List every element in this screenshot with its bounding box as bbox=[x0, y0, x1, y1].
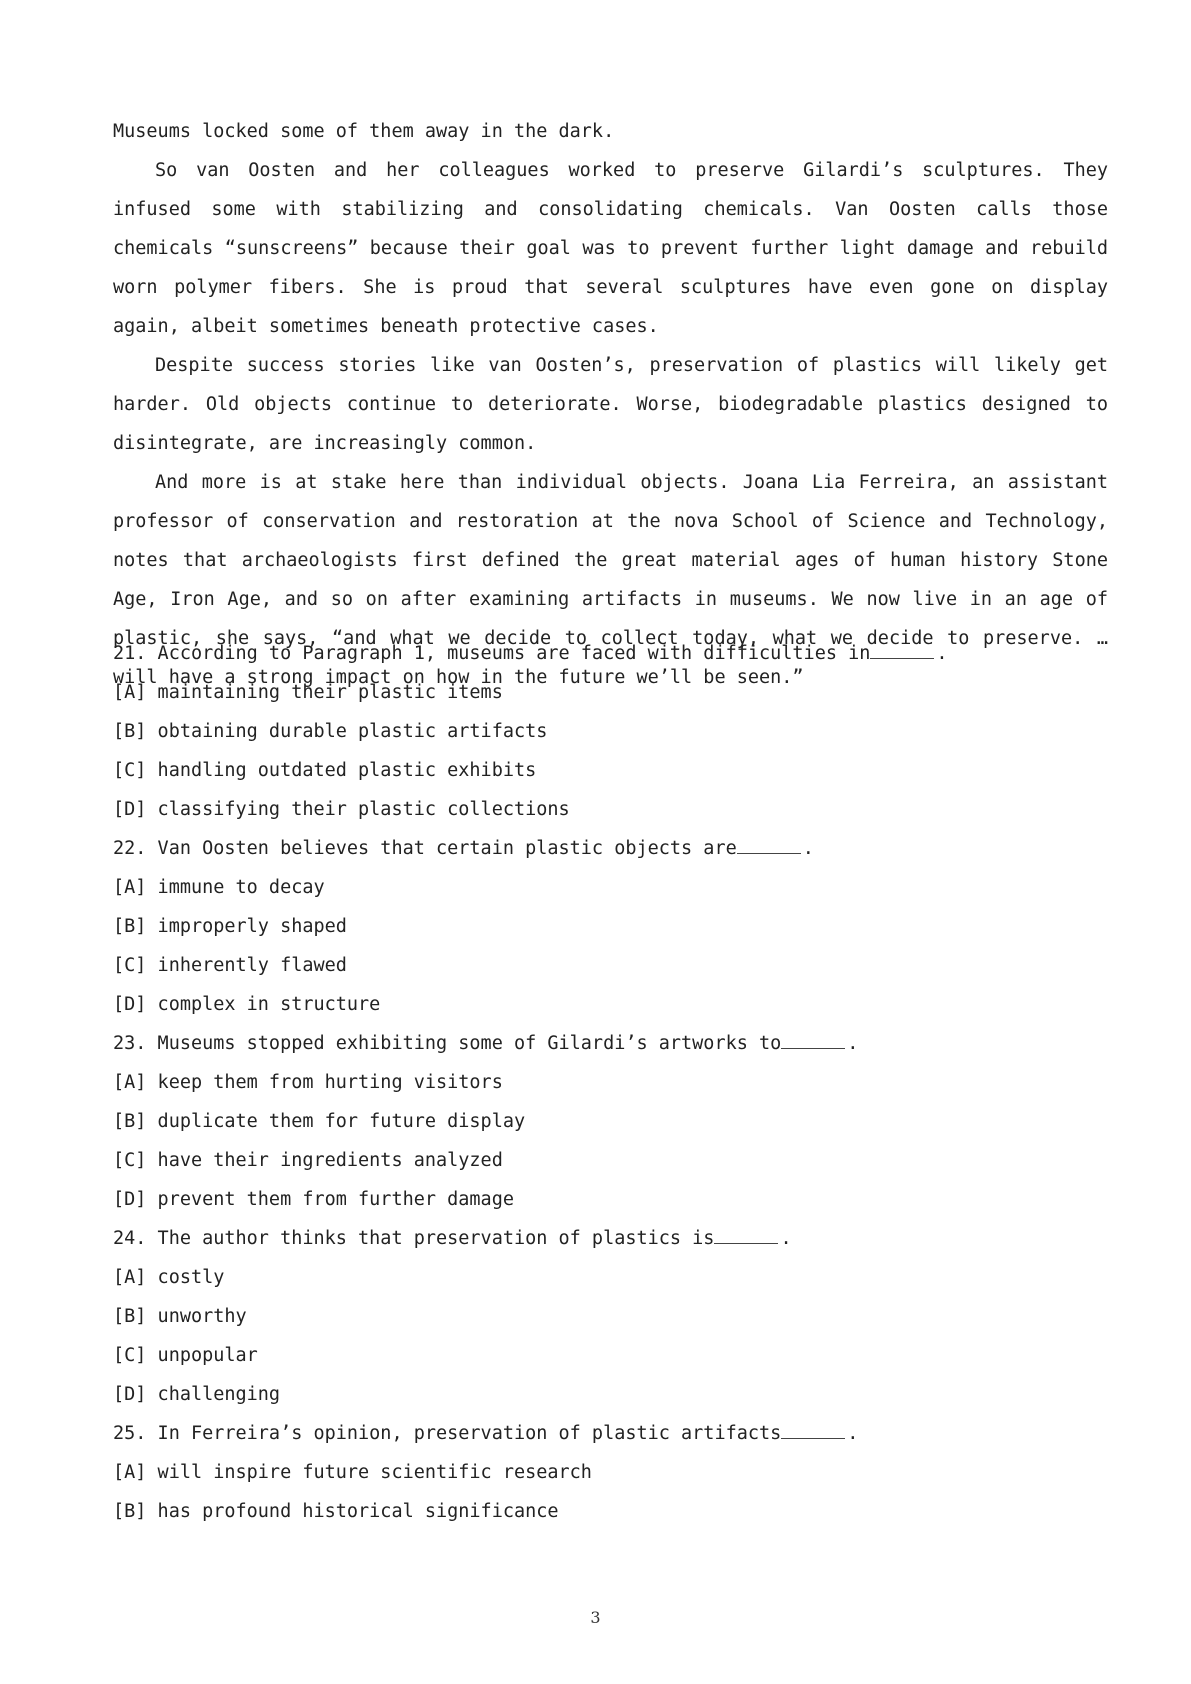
question-23 bbox=[113, 1024, 1108, 1219]
answer-blank bbox=[714, 1225, 778, 1244]
stem-period: . bbox=[847, 1033, 859, 1054]
question-stem bbox=[113, 1219, 1108, 1258]
passage-paragraph: So van Oosten and her colleagues worked to preserve Gilardi’s sculptures. They infused some with stabilizing and consolidating chemicals. Van Oosten calls those chemicals “sunscreens” because their goal was to prevent further light damage and rebuild worn polymer fibers. She is proud that several sculptures have even gone on display again, albeit sometimes beneath protective cases. bbox=[113, 160, 1108, 337]
stem-period: . bbox=[847, 1423, 859, 1444]
passage-paragraph: Museums locked some of them away in the dark. bbox=[113, 121, 615, 142]
answer-blank bbox=[870, 640, 934, 659]
answer-option: [D] prevent them from further damage bbox=[113, 1189, 514, 1210]
answer-option: [A] keep them from hurting visitors bbox=[113, 1072, 503, 1093]
stem-period: . bbox=[802, 838, 814, 859]
question-stem bbox=[113, 634, 1108, 673]
answer-blank bbox=[737, 835, 801, 854]
answer-blank bbox=[781, 1420, 845, 1439]
reading-passage bbox=[113, 112, 1108, 697]
question-list bbox=[113, 634, 1108, 1531]
answer-option: [A] will inspire future scientific research bbox=[113, 1462, 592, 1483]
answer-option: [D] classifying their plastic collections bbox=[113, 799, 570, 820]
answer-option: [D] complex in structure bbox=[113, 994, 381, 1015]
answer-option: [B] duplicate them for future display bbox=[113, 1111, 526, 1132]
stem-period: . bbox=[780, 1228, 792, 1249]
answer-blank bbox=[781, 1030, 845, 1049]
answer-option: [B] unworthy bbox=[113, 1306, 247, 1327]
passage-paragraph: Despite success stories like van Oosten’s, preservation of plastics will likely get harder. Old objects continue to deteriorate. Worse, biodegradable plastics designed to disintegrate, are increasingly common. bbox=[113, 355, 1108, 454]
question-stem-text: 24. The author thinks that preservation of plastics is bbox=[113, 1228, 715, 1249]
question-stem-text: 25. In Ferreira’s opinion, preservation of plastic artifacts bbox=[113, 1423, 782, 1444]
answer-option: [A] immune to decay bbox=[113, 877, 325, 898]
question-25 bbox=[113, 1414, 1108, 1531]
answer-option: [B] obtaining durable plastic artifacts bbox=[113, 721, 548, 742]
answer-option: [C] inherently flawed bbox=[113, 955, 347, 976]
question-24 bbox=[113, 1219, 1108, 1414]
page-number: 3 bbox=[590, 1608, 601, 1627]
question-stem bbox=[113, 1024, 1108, 1063]
question-stem-text: 21. According to Paragraph 1, museums are faced with difficulties in bbox=[113, 643, 871, 664]
question-22 bbox=[113, 829, 1108, 1024]
question-stem-text: 22. Van Oosten believes that certain plastic objects are bbox=[113, 838, 737, 859]
answer-option: [C] have their ingredients analyzed bbox=[113, 1150, 503, 1171]
answer-option: [B] has profound historical significance bbox=[113, 1501, 559, 1522]
answer-option: [A] maintaining their plastic items bbox=[113, 682, 503, 703]
question-stem bbox=[113, 1414, 1108, 1453]
answer-option: [C] handling outdated plastic exhibits bbox=[113, 760, 537, 781]
stem-period: . bbox=[936, 643, 948, 664]
answer-option: [C] unpopular bbox=[113, 1345, 258, 1366]
answer-option: [A] costly bbox=[113, 1267, 225, 1288]
question-stem bbox=[113, 829, 1108, 868]
question-21 bbox=[113, 634, 1108, 829]
answer-option: [B] improperly shaped bbox=[113, 916, 347, 937]
answer-option: [D] challenging bbox=[113, 1384, 281, 1405]
question-stem-text: 23. Museums stopped exhibiting some of Gilardi’s artworks to bbox=[113, 1033, 782, 1054]
passage-paragraph: And more is at stake here than individual objects. Joana Lia Ferreira, an assistant professor of conservation and restoration at the nova School of Science and Technology, notes that archaeologists first defined the great material ages of human history Stone Age, Iron Age, and so on after examining artifacts in museums. We now live in an age of plastic, she says, “and what we decide to collect today, what we decide to preserve. …will have a strong impact on how in the future we’ll be seen.” bbox=[113, 472, 1108, 688]
